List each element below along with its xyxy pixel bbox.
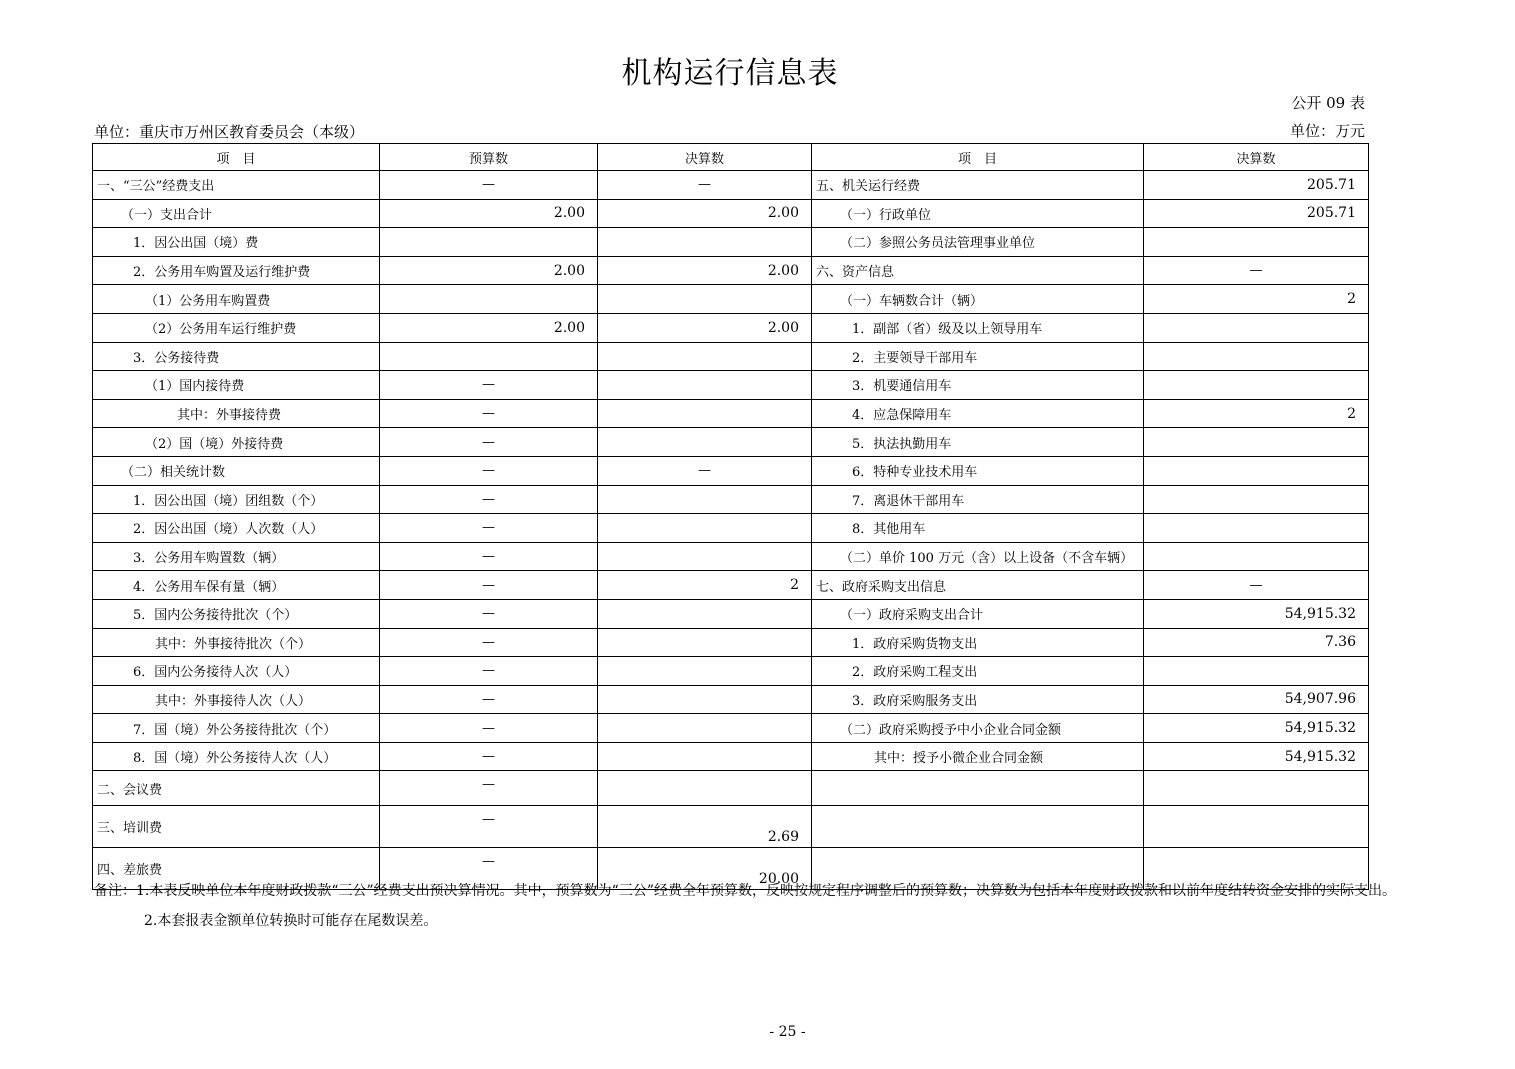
left-final-cell [598, 714, 812, 743]
left-item-cell: 1．因公出国（境）团组数（个） [93, 485, 380, 514]
table-header-row [93, 144, 1369, 171]
right-final-cell [1144, 342, 1369, 371]
left-item-cell: 三、培训费 [93, 806, 380, 848]
left-item-cell: （2）国（境）外接待费 [93, 428, 380, 457]
left-item-cell: 4．公务用车保有量（辆） [93, 571, 380, 600]
right-item-cell: （一）行政单位 [812, 199, 1144, 228]
left-final-cell [598, 599, 812, 628]
left-final-cell: 2.00 [598, 313, 812, 342]
left-item-cell: （1）公务用车购置费 [93, 285, 380, 314]
reporting-unit: 单位：重庆市万州区教育委员会（本级） [94, 123, 365, 141]
left-budget-cell: — [380, 399, 598, 428]
right-item-cell: 六、资产信息 [812, 256, 1144, 285]
notes [94, 876, 1474, 936]
right-final-cell [1144, 313, 1369, 342]
left-item-cell: 1．因公出国（境）费 [93, 228, 380, 257]
left-final-cell [598, 742, 812, 771]
left-final-cell [598, 399, 812, 428]
left-item-cell: （一）支出合计 [93, 199, 380, 228]
table-row [93, 571, 1369, 600]
right-item-cell: 3．机要通信用车 [812, 371, 1144, 400]
right-item-cell: （一）车辆数合计（辆） [812, 285, 1144, 314]
left-final-cell [598, 285, 812, 314]
table-body [93, 144, 1369, 890]
right-final-cell: 54,915.32 [1144, 599, 1369, 628]
table-row [93, 313, 1369, 342]
page-number: - 25 - [769, 1024, 806, 1040]
left-budget-cell [380, 285, 598, 314]
left-budget-cell: 2.00 [380, 313, 598, 342]
table-row [93, 714, 1369, 743]
left-budget-cell: — [380, 371, 598, 400]
left-budget-cell: — [380, 571, 598, 600]
table-row [93, 742, 1369, 771]
table-row [93, 628, 1369, 657]
table-row [93, 514, 1369, 543]
left-item-cell: 2．公务用车购置及运行维护费 [93, 256, 380, 285]
right-item-cell: （二）政府采购授予中小企业合同金额 [812, 714, 1144, 743]
right-final-cell: 2 [1144, 399, 1369, 428]
right-item-cell: 6．特种专业技术用车 [812, 456, 1144, 485]
left-final-cell [598, 628, 812, 657]
left-final-cell [598, 685, 812, 714]
right-item-cell: 其中：授予小微企业合同金额 [812, 742, 1144, 771]
left-budget-cell: 2.00 [380, 199, 598, 228]
right-item-cell: 2．主要领导干部用车 [812, 342, 1144, 371]
right-final-cell [1144, 806, 1369, 848]
right-final-cell: 205.71 [1144, 199, 1369, 228]
right-item-cell: 七、政府采购支出信息 [812, 571, 1144, 600]
right-item-cell: 4．应急保障用车 [812, 399, 1144, 428]
right-final-cell [1144, 542, 1369, 571]
left-item-cell: 四、差旅费 [93, 848, 380, 890]
right-item-cell [812, 771, 1144, 806]
right-item-cell [812, 806, 1144, 848]
table-row [93, 342, 1369, 371]
left-item-cell: 一、“三公”经费支出 [93, 171, 380, 200]
left-item-cell: 二、会议费 [93, 771, 380, 806]
table-row [93, 599, 1369, 628]
left-final-cell [598, 542, 812, 571]
left-final-cell [598, 228, 812, 257]
left-budget-cell: — [380, 456, 598, 485]
table-row [93, 685, 1369, 714]
left-final-cell [598, 771, 812, 806]
table-row [93, 228, 1369, 257]
currency-unit: 单位：万元 [1289, 122, 1365, 140]
table-row [93, 371, 1369, 400]
table-row [93, 771, 1369, 806]
left-budget-cell: — [380, 514, 598, 543]
header-right-final: 决算数 [1144, 144, 1369, 171]
form-number: 公开 09 表 [1291, 94, 1365, 112]
table-row [93, 485, 1369, 514]
left-item-cell: 其中：外事接待人次（人） [93, 685, 380, 714]
table-row [93, 399, 1369, 428]
table-row [93, 171, 1369, 200]
right-item-cell: 五、机关运行经费 [812, 171, 1144, 200]
header-left-item: 项 目 [93, 144, 380, 171]
left-final-cell [598, 514, 812, 543]
left-final-cell [598, 342, 812, 371]
note-line-1: 备注：1.本表反映单位本年度财政拨款“三公”经费支出预决算情况。其中，预算数为“三公”经费全年预算数，反映按规定程序调整后的预算数；决算数为包括本年度财政拨款和以前年度结转资金安排的实际支出。 [94, 883, 1396, 899]
left-budget-cell: 2.00 [380, 256, 598, 285]
table-row [93, 428, 1369, 457]
right-final-cell [1144, 371, 1369, 400]
page-title: 机构运行信息表 [621, 56, 839, 91]
left-item-cell: 3．公务用车购置数（辆） [93, 542, 380, 571]
right-final-cell [1144, 485, 1369, 514]
left-budget-cell: — [380, 742, 598, 771]
right-final-cell: 205.71 [1144, 171, 1369, 200]
left-budget-cell: — [380, 771, 598, 806]
left-final-cell: 2.00 [598, 199, 812, 228]
right-final-cell: 54,915.32 [1144, 742, 1369, 771]
operations-info-table [92, 143, 1369, 890]
left-budget-cell: — [380, 628, 598, 657]
right-final-cell [1144, 428, 1369, 457]
left-final-cell [598, 371, 812, 400]
left-budget-cell: — [380, 171, 598, 200]
right-final-cell [1144, 657, 1369, 686]
table-row [93, 256, 1369, 285]
right-item-cell: （二）单价 100 万元（含）以上设备（不含车辆） [812, 542, 1144, 571]
right-item-cell: （二）参照公务员法管理事业单位 [812, 228, 1144, 257]
table-row [93, 657, 1369, 686]
header-right-item: 项 目 [812, 144, 1144, 171]
right-final-cell: 2 [1144, 285, 1369, 314]
left-budget-cell: — [380, 428, 598, 457]
left-item-cell: 其中：外事接待费 [93, 399, 380, 428]
right-final-cell: 7.36 [1144, 628, 1369, 657]
left-final-cell: 2.00 [598, 256, 812, 285]
right-final-cell: 54,915.32 [1144, 714, 1369, 743]
left-item-cell: （二）相关统计数 [93, 456, 380, 485]
right-item-cell: 3．政府采购服务支出 [812, 685, 1144, 714]
left-budget-cell: — [380, 714, 598, 743]
table-row [93, 542, 1369, 571]
table-row [93, 285, 1369, 314]
header-left-final: 决算数 [598, 144, 812, 171]
left-budget-cell: — [380, 599, 598, 628]
left-budget-cell: — [380, 542, 598, 571]
left-final-cell: 2.69 [598, 806, 812, 848]
left-item-cell: 7．国（境）外公务接待批次（个） [93, 714, 380, 743]
left-final-cell: — [598, 456, 812, 485]
left-budget-cell: — [380, 806, 598, 848]
right-final-cell: 54,907.96 [1144, 685, 1369, 714]
left-budget-cell: — [380, 657, 598, 686]
left-final-cell [598, 657, 812, 686]
left-budget-cell [380, 342, 598, 371]
left-final-cell: 2 [598, 571, 812, 600]
left-item-cell: （2）公务用车运行维护费 [93, 313, 380, 342]
right-final-cell [1144, 514, 1369, 543]
left-item-cell: 8．国（境）外公务接待人次（人） [93, 742, 380, 771]
right-final-cell [1144, 771, 1369, 806]
left-budget-cell: — [380, 685, 598, 714]
right-item-cell: 7．离退休干部用车 [812, 485, 1144, 514]
right-item-cell: 1．副部（省）级及以上领导用车 [812, 313, 1144, 342]
table-row [93, 456, 1369, 485]
left-final-cell [598, 428, 812, 457]
left-item-cell: 3．公务接待费 [93, 342, 380, 371]
left-item-cell: 6．国内公务接待人次（人） [93, 657, 380, 686]
right-final-cell: — [1144, 571, 1369, 600]
table-row [93, 199, 1369, 228]
left-item-cell: 其中：外事接待批次（个） [93, 628, 380, 657]
right-final-cell [1144, 228, 1369, 257]
right-item-cell: 8．其他用车 [812, 514, 1144, 543]
left-budget-cell [380, 228, 598, 257]
left-item-cell: 2．因公出国（境）人次数（人） [93, 514, 380, 543]
right-item-cell: （一）政府采购支出合计 [812, 599, 1144, 628]
left-final-cell [598, 485, 812, 514]
left-budget-cell: — [380, 485, 598, 514]
note-line-2: 2.本套报表金额单位转换时可能存在尾数误差。 [144, 913, 438, 929]
right-item-cell: 1．政府采购货物支出 [812, 628, 1144, 657]
right-item-cell: 5．执法执勤用车 [812, 428, 1144, 457]
left-final-cell: — [598, 171, 812, 200]
header-left-budget: 预算数 [380, 144, 598, 171]
left-final-cell: 20.00 [598, 848, 812, 890]
left-item-cell: 5．国内公务接待批次（个） [93, 599, 380, 628]
table-row [93, 806, 1369, 848]
right-final-cell [1144, 456, 1369, 485]
left-item-cell: （1）国内接待费 [93, 371, 380, 400]
right-final-cell: — [1144, 256, 1369, 285]
right-item-cell: 2．政府采购工程支出 [812, 657, 1144, 686]
left-budget-cell: — [380, 848, 598, 890]
